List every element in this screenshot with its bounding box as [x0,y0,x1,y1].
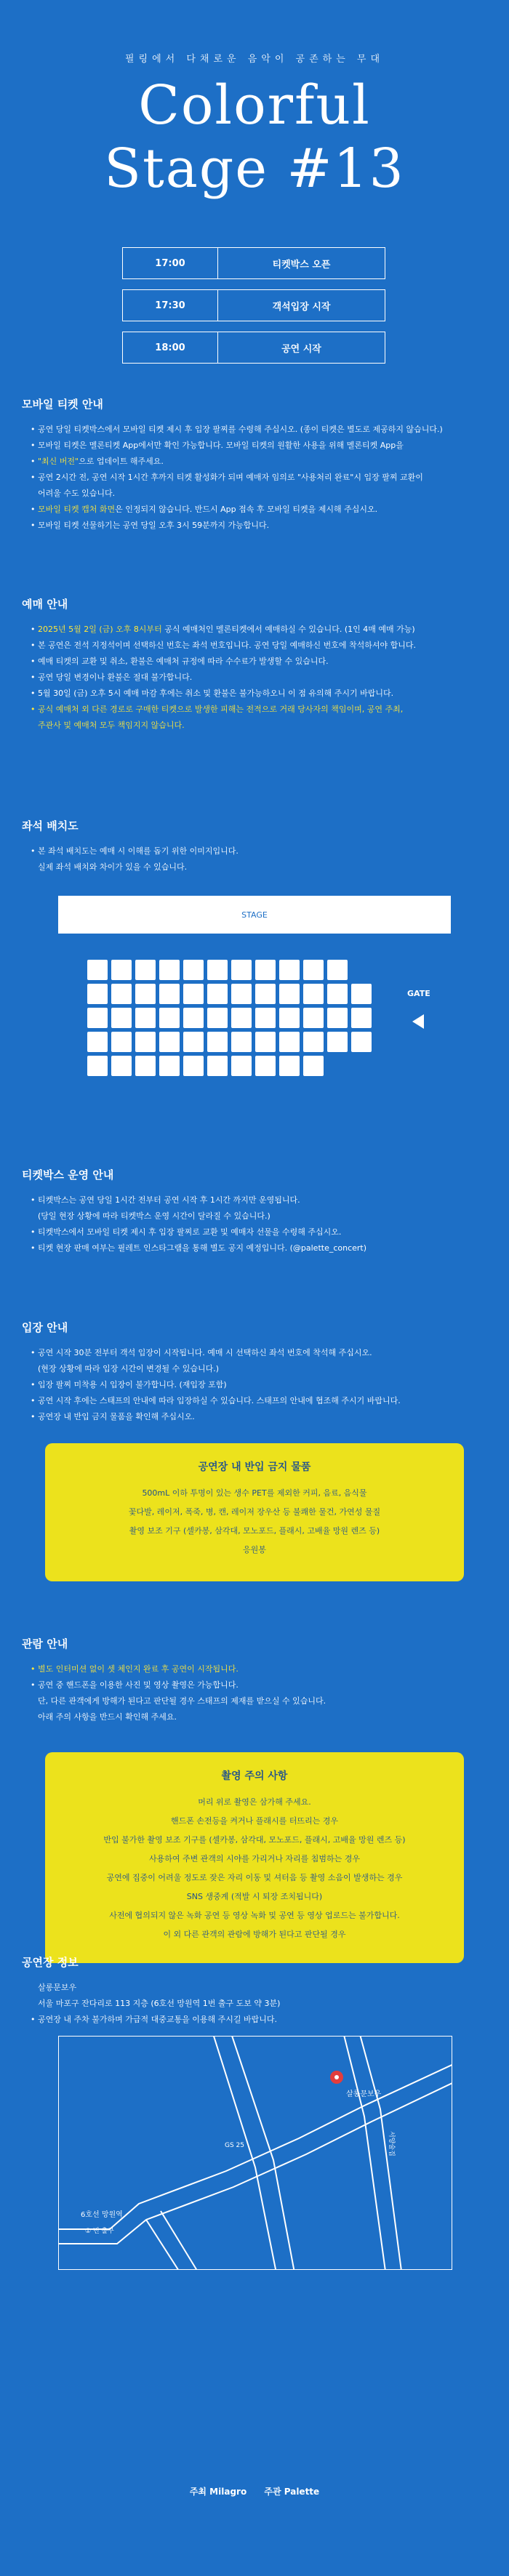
footer [0,2485,509,2497]
seat [87,984,108,1004]
seat [327,1032,348,1052]
seat [303,1056,324,1076]
schedule-time: 18:00 [123,332,218,363]
seat [255,1008,276,1028]
footer-host: 주최 Milagro [189,2487,247,2497]
seat [303,960,324,980]
seating-item: 실제 좌석 배치와 차이가 있을 수 있습니다. [38,862,188,872]
seat [279,1032,300,1052]
entry-item: • 공연장 내 반입 금지 물품을 확인해 주십시오. [31,1409,487,1425]
caution-item: 이 외 다른 관객의 관람에 방해가 된다고 판단될 경우 [163,1930,346,1939]
mobile-ticket-item: • 공연 2시간 전, 공연 시작 1시간 후까지 티켓 활성화가 되며 예매자 임의로 "사용처리 완료"시 입장 팔찌 교환이 [31,470,487,486]
seat [135,984,156,1004]
schedule-row [122,332,385,364]
seat [111,1032,132,1052]
seat [111,1056,132,1076]
section-heading: 입장 안내 [22,1321,68,1334]
booking-item: • 공식 예매처 외 다른 경로로 구매한 티켓으로 발생한 피해는 전적으로 거래 당사자의 책임이며, 공연 주최, [31,702,487,718]
entry-item: • 공연 시작 30분 전부터 객석 입장이 시작됩니다. 예매 시 선택하신 좌석 번호에 착석해 주십시오. [31,1345,487,1361]
caution-item: 핸드폰 손전등을 켜거나 플래시를 터뜨리는 경우 [170,1816,338,1826]
seat [135,1056,156,1076]
section-heading: 예매 안내 [22,598,68,611]
seat [255,1056,276,1076]
highlight-text: 2025년 5월 2일 (금) 오후 8시부터 [38,625,162,634]
caution-item: 반입 불가한 촬영 보조 기구를 (셀카봉, 삼각대, 모노포드, 플래시, 고배율 망원 렌즈 등) [103,1835,406,1845]
mobile-ticket-list [22,422,487,534]
caution-item: SNS 생중계 (적발 시 퇴장 조치됩니다) [186,1892,323,1901]
seat [255,1032,276,1052]
seat [183,984,204,1004]
venue-name: 살롱문보우 [38,1983,77,1992]
booking-item: • 5월 30일 (금) 오후 5시 예매 마감 후에는 취소 및 환불은 불가능하오니 이 점 유의해 주시기 바랍니다. [31,686,487,702]
seat [279,960,300,980]
viewing-item: • 공연 중 핸드폰을 이용한 사진 및 영상 촬영은 가능합니다. [31,1677,487,1693]
banned-item: 500mL 이하 투명이 있는 생수 PET를 제외한 커피, 음료, 음식물 [142,1488,367,1498]
caution-lines [45,1793,464,1944]
schedule-event: 공연 시작 [281,343,321,355]
viewing-list [22,1661,487,1725]
seat [255,960,276,980]
caution-box [45,1752,464,1963]
map-road [230,2037,295,2269]
schedule-time: 17:30 [123,290,218,321]
map-venue-label: 살롱문보우 [346,2090,382,2098]
booking-item: • 예매 티켓의 교환 및 취소, 환불은 예매처 규정에 따라 수수료가 발생할 수 있습니다. [31,654,487,670]
seat [159,1056,180,1076]
mobile-ticket-item: • 공연 당일 티켓박스에서 모바일 티켓 제시 후 입장 팔찌를 수령해 주십시오. (종이 티켓은 별도로 제공하지 않습니다.) [31,422,487,438]
mobile-ticket-item: • 모바일 티켓 캡처 화면은 인정되지 않습니다. 반드시 App 접속 후 모바일 티켓을 제시해 주십시오. [31,502,487,518]
booking-item: • 본 공연은 전석 지정석이며 선택하신 번호는 좌석 번호입니다. 공연 당일 예매하신 번호에 착석하셔야 합니다. [31,638,487,654]
caution-title: 촬영 주의 사항 [221,1770,288,1782]
seat [87,1008,108,1028]
seat [207,1008,228,1028]
seat [183,1008,204,1028]
seat [351,1032,372,1052]
page-title-line1: Colorful [138,74,371,137]
seat [327,960,348,980]
mobile-ticket-section [22,396,487,534]
viewing-item: • 별도 인터미션 없이 셋 체인지 완료 후 공연이 시작됩니다. [31,1661,487,1677]
booking-item: • 공연 당일 변경이나 환불은 절대 불가합니다. [31,670,487,686]
venue-address: 서울 마포구 잔다리로 113 지층 (6호선 망원역 1번 출구 도보 약 3분) [38,1999,281,2008]
seat [231,1032,252,1052]
booking-section [22,596,487,734]
schedule-table [122,247,385,374]
seat [303,1008,324,1028]
seat [159,984,180,1004]
map-road [161,2211,201,2269]
schedule-event: 객석입장 시작 [272,301,331,313]
mobile-ticket-item: • 모바일 티켓 선물하기는 공연 당일 오후 3시 59분까지 가능합니다. [31,518,487,534]
seat [135,1032,156,1052]
viewing-item: 아래 주의 사항을 반드시 확인해 주세요. [38,1712,177,1722]
schedule-event: 티켓박스 오픈 [272,259,331,270]
caution-item: 사용하여 주변 관객의 시야를 가리거나 자리를 침범하는 경우 [148,1854,361,1863]
seat [207,1056,228,1076]
seat [279,984,300,1004]
seat [351,1008,372,1028]
ticketbox-section [22,1167,487,1256]
venue-item: • 공연장 내 주차 불가하며 가급적 대중교통을 이용해 주시길 바랍니다. [31,2012,487,2028]
seat [207,960,228,980]
schedule-row [122,289,385,321]
seat [111,984,132,1004]
seat [231,1008,252,1028]
entry-item: (현장 상황에 따라 입장 시간이 변경될 수 있습니다.) [38,1364,220,1373]
ticketbox-item: (당일 현장 상황에 따라 티켓박스 운영 시간이 달라질 수 있습니다.) [38,1211,270,1221]
seat [183,1056,204,1076]
banned-item: 촬영 보조 기구 (셀카봉, 삼각대, 모노포드, 플래시, 고배율 망원 렌즈 등) [129,1526,380,1536]
caution-item: 공연에 집중이 어려울 정도로 잦은 자리 이동 및 셔터음 등 촬영 소음이 발생하는 경우 [106,1873,403,1882]
map-road-label: 서양술집 [388,2131,395,2156]
entry-item: • 입장 팔찌 미착용 시 입장이 불가합니다. (재입장 포함) [31,1377,487,1393]
seat [159,1008,180,1028]
section-heading: 공연장 정보 [22,1956,79,1969]
footer-organizer: 주관 Palette [264,2487,320,2497]
seat [303,984,324,1004]
seat [111,960,132,980]
banned-items-lines [45,1484,464,1560]
schedule-time: 17:00 [123,248,218,278]
stage-block: STAGE [58,896,451,934]
seat [207,1032,228,1052]
booking-list [22,622,487,734]
ticketbox-item: • 티켓박스는 공연 당일 1시간 전부터 공연 시작 후 1시간 까지만 운영됩니다. [31,1192,487,1208]
ticketbox-list [22,1192,487,1256]
booking-item: 주관사 및 예매처 모두 책임지지 않습니다. [38,721,185,730]
ticketbox-item: • 티켓 현장 판매 여부는 필레트 인스타그램을 통해 별도 공지 예정입니다. (@palette_concert) [31,1240,487,1256]
section-heading: 관람 안내 [22,1637,68,1650]
seating-list [22,843,487,875]
seating-item: • 본 좌석 배치도는 예매 시 이해를 돕기 위한 이미지입니다. [31,843,487,859]
tagline: 필링에서 다채로운 음악이 공존하는 무대 [124,54,384,65]
section-heading: 모바일 티켓 안내 [22,398,103,411]
gate-arrow-icon [412,1014,424,1029]
seating-section [22,818,487,875]
mobile-ticket-item: 어려울 수도 있습니다. [38,489,116,498]
map-road [342,2037,386,2269]
venue-list [22,2012,487,2028]
banned-items-box [45,1443,464,1581]
gate-label: GATE [407,989,430,998]
venue-section [22,1954,487,2028]
page-title-line2: Stage #13 [104,137,405,200]
caution-item: 머리 위로 촬영은 삼가해 주세요. [198,1797,311,1807]
seat [183,960,204,980]
seat [183,1032,204,1052]
seat [255,984,276,1004]
seat [231,984,252,1004]
ticketbox-item: • 티켓박스에서 모바일 티켓 제시 후 입장 팔찌로 교환 및 예매자 선물을 수령해 주십시오. [31,1224,487,1240]
seat [111,1008,132,1028]
caution-item: 사전에 협의되지 않은 녹화 공연 등 영상 녹화 및 공연 등 영상 업로드는 불가합니다. [109,1911,400,1920]
viewing-item: 단, 다른 관객에게 방해가 된다고 판단될 경우 스태프의 제재를 받으실 수 있습니다. [38,1696,326,1706]
seat [351,984,372,1004]
seat [231,960,252,980]
seat [135,960,156,980]
map-svg [59,2037,452,2269]
section-heading: 좌석 배치도 [22,819,79,832]
seat [279,1008,300,1028]
seat [207,984,228,1004]
seat [231,1056,252,1076]
banned-item: 꽃다발, 레이저, 폭죽, 병, 캔, 레이저 장우산 등 불쾌한 물건, 가연성 물질 [128,1507,381,1517]
seat [327,1008,348,1028]
seat [87,1056,108,1076]
map-station-label: 6호선 망원역 [81,2211,123,2219]
seat [135,1008,156,1028]
map-exit-label: ① 번 출구 [85,2228,114,2235]
seat [87,960,108,980]
mobile-ticket-item: • 모바일 티켓은 멜론티켓 App에서만 확인 가능합니다. 모바일 티켓의 원활한 사용을 위해 멜론티켓 App을 [31,438,487,454]
seat [159,1032,180,1052]
banned-item: 응원봉 [243,1545,266,1554]
highlight-text: "최신 버전" [38,457,79,466]
seat [303,1032,324,1052]
schedule-row [122,247,385,279]
entry-list [22,1345,487,1425]
section-heading: 티켓박스 운영 안내 [22,1168,114,1181]
highlight-text: 모바일 티켓 캡처 화면 [38,505,116,514]
seat [87,1032,108,1052]
viewing-section [22,1636,487,1725]
mobile-ticket-item: • "최신 버전"으로 업데이트 해주세요. [31,454,487,470]
seat [327,984,348,1004]
booking-item: • 2025년 5월 2일 (금) 오후 8시부터 공식 예매처인 멜론티켓에서 예매하실 수 있습니다. (1인 4매 예매 가능) [31,622,487,638]
map-road [146,2220,183,2269]
entry-item: • 공연 시작 후에는 스태프의 안내에 따라 입장하실 수 있습니다. 스태프의 안내에 협조해 주시기 바랍니다. [31,1393,487,1409]
seat [159,960,180,980]
map-pin-dot [334,2075,339,2079]
map-store-label: GS 25 [225,2142,244,2149]
banned-items-title: 공연장 내 반입 금지 물품 [198,1461,311,1473]
entry-section [22,1320,487,1425]
seat [279,1056,300,1076]
venue-map[interactable] [58,2036,452,2270]
